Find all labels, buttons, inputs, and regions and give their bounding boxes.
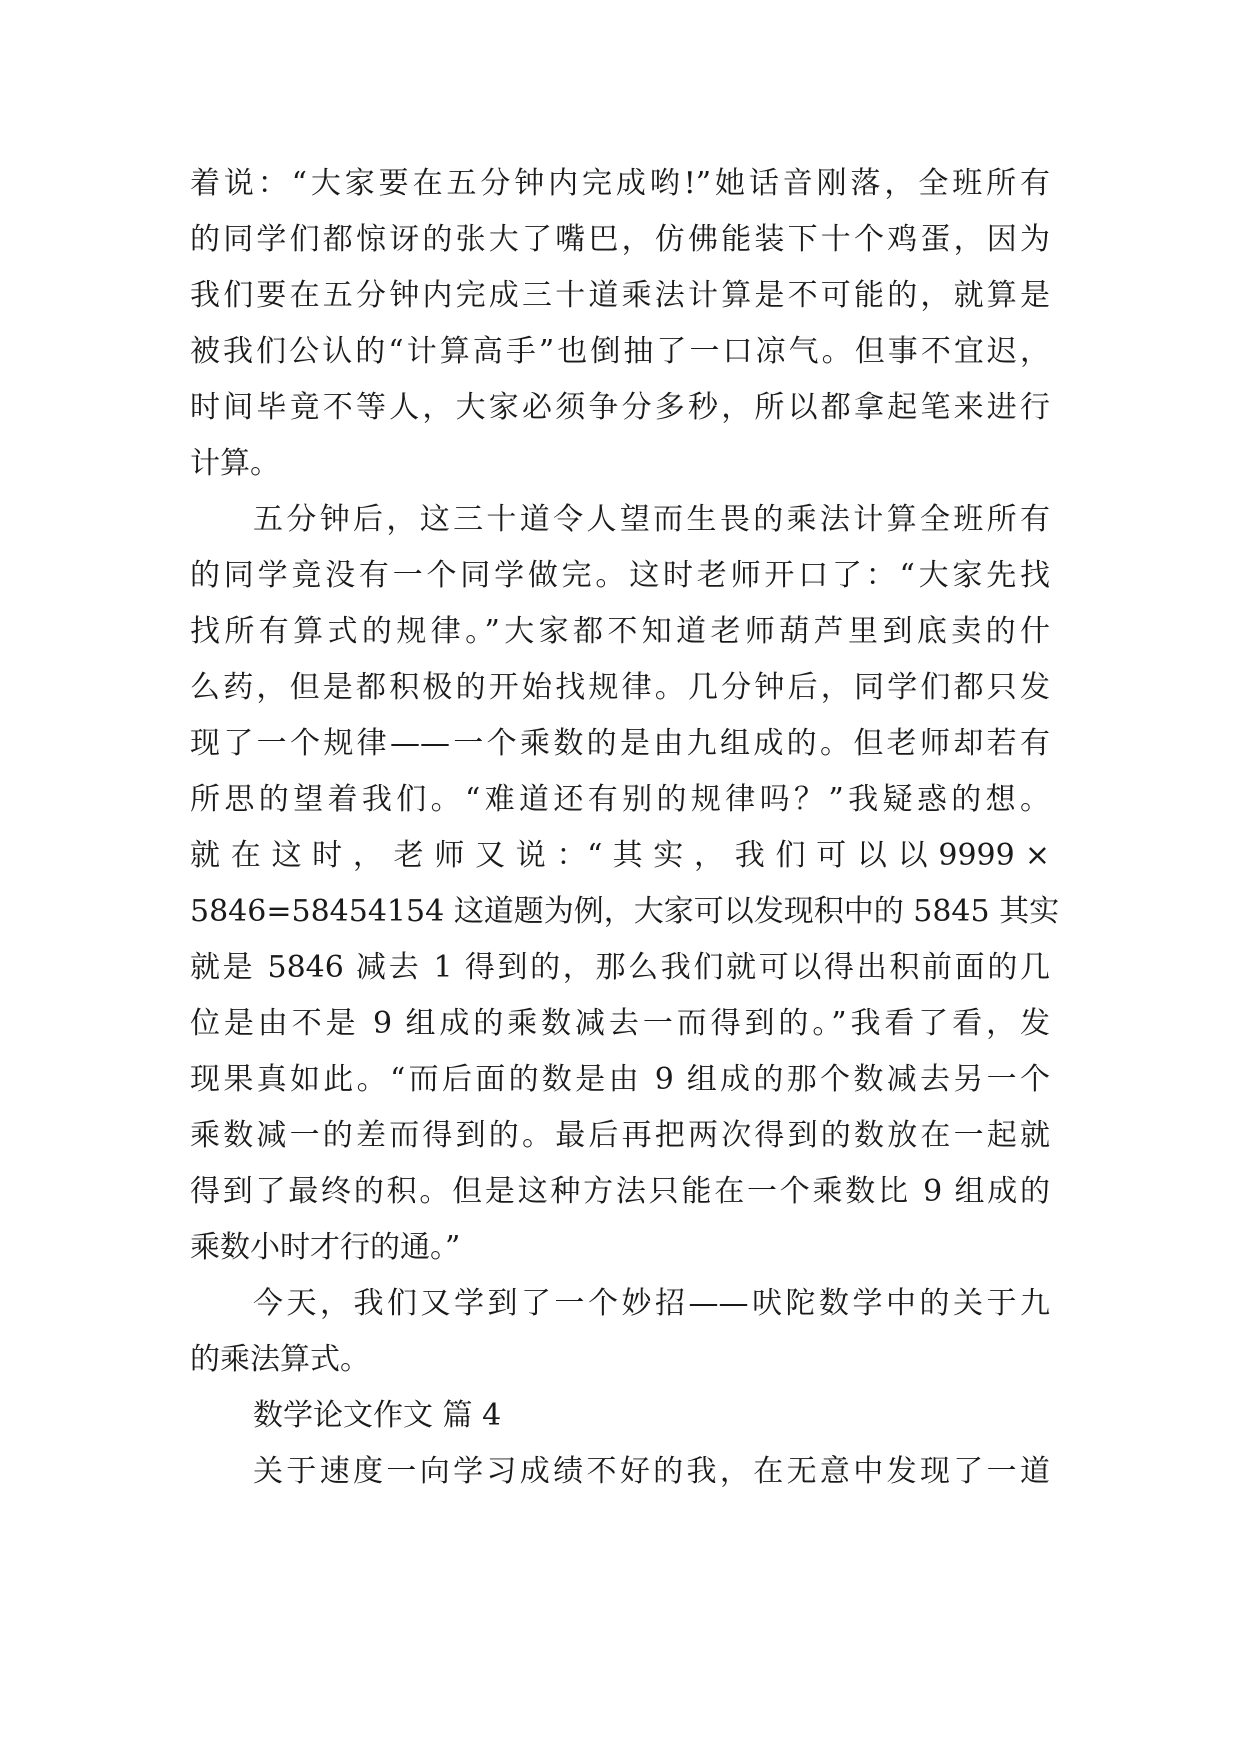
paragraph-start-line: 今天，我们又学到了一个妙招——吠陀数学中的关于九: [253, 1286, 1050, 1321]
text-line: 的乘法算式。: [190, 1342, 370, 1377]
text-line: 现了一个规律——一个乘数的是由九组成的。但老师却若有: [190, 726, 1050, 761]
text-line: 找所有算式的规律。”大家都不知道老师葫芦里到底卖的什: [190, 614, 1050, 649]
section-heading: 数学论文作文 篇 4: [253, 1398, 502, 1433]
paragraph-start-line: 五分钟后，这三十道令人望而生畏的乘法计算全班所有: [253, 502, 1050, 537]
text-line: 的同学竟没有一个同学做完。这时老师开口了：“大家先找: [190, 558, 1050, 593]
text-line: 位是由不是 9 组成的乘数减去一而得到的。”我看了看，发: [190, 1006, 1050, 1041]
text-line: 就是 5846 减去 1 得到的，那么我们就可以得出积前面的几: [190, 950, 1050, 985]
text-line: 么药，但是都积极的开始找规律。几分钟后，同学们都只发: [190, 670, 1050, 705]
text-line: 计算。: [190, 446, 280, 481]
text-line: 的同学们都惊讶的张大了嘴巴，仿佛能装下十个鸡蛋，因为: [190, 222, 1050, 257]
text-line: 5846=58454154 这道题为例，大家可以发现积中的 5845 其实: [190, 894, 1060, 929]
text-line: 着说：“大家要在五分钟内完成哟!”她话音刚落，全班所有: [190, 166, 1050, 201]
text-line: 所思的望着我们。“难道还有别的规律吗？”我疑惑的想。: [190, 782, 1050, 817]
text-line: 被我们公认的“计算高手”也倒抽了一口凉气。但事不宜迟，: [190, 334, 1050, 369]
text-line: 就 在 这 时 ， 老 师 又 说 ：“ 其 实 ， 我 们 可 以 以 9999 ×: [190, 838, 1050, 873]
paragraph-start-line: 关于速度一向学习成绩不好的我，在无意中发现了一道: [253, 1454, 1050, 1489]
document-body: [190, 156, 1060, 1500]
text-line: 时间毕竟不等人，大家必须争分多秒，所以都拿起笔来进行: [190, 390, 1050, 425]
text-line: 现果真如此。“而后面的数是由 9 组成的那个数减去另一个: [190, 1062, 1050, 1097]
text-line: 乘数小时才行的通。”: [190, 1230, 461, 1265]
text-line: 得到了最终的积。但是这种方法只能在一个乘数比 9 组成的: [190, 1174, 1050, 1209]
text-line: 乘数减一的差而得到的。最后再把两次得到的数放在一起就: [190, 1118, 1050, 1153]
text-line: 我们要在五分钟内完成三十道乘法计算是不可能的，就算是: [190, 278, 1050, 313]
